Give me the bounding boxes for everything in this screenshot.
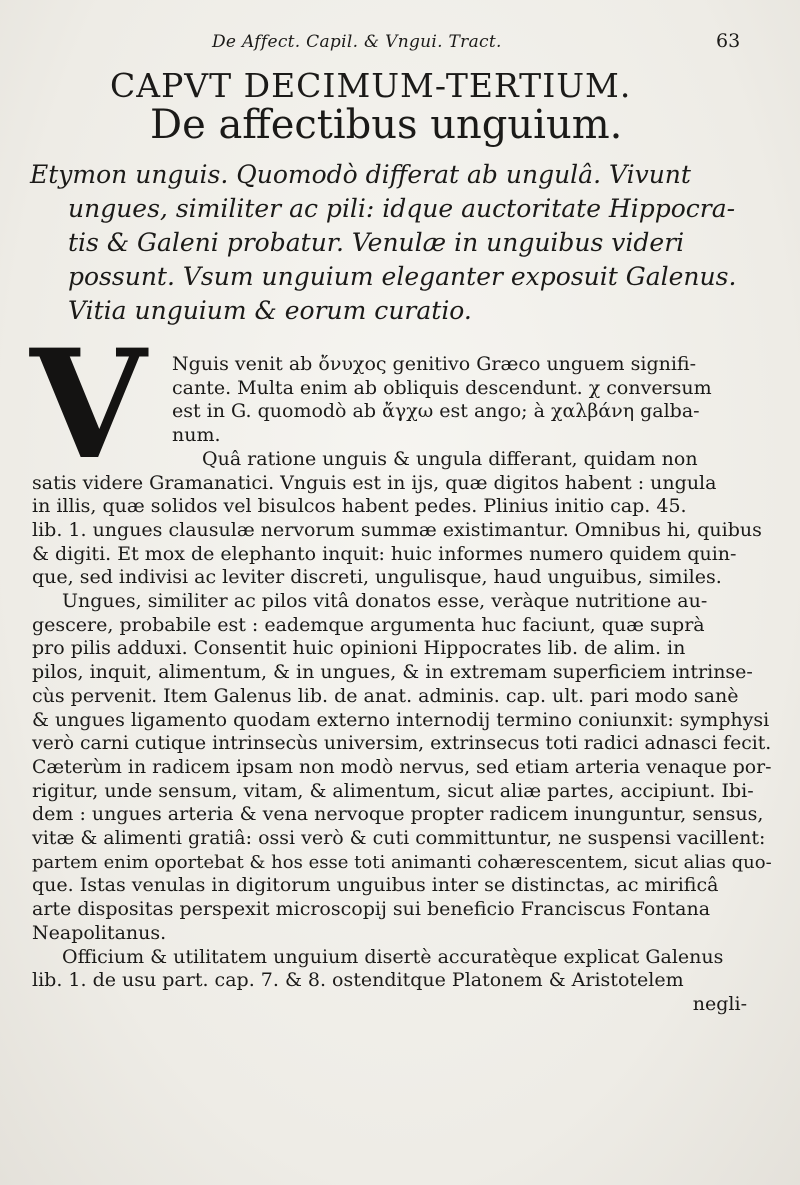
summary-line: tis & Galeni probatur. Venulæ in unguibus videri <box>68 228 685 257</box>
text-line: verò carni cutique intrinsecùs universim, extrinsecus toti radici adnasci fecit. <box>32 733 772 755</box>
text-line: arte dispositas perspexit microscopij sui beneficio Franciscus Fontana <box>32 898 711 921</box>
running-head <box>0 32 800 56</box>
text-line: lib. 1. de usu part. cap. 7. & 8. ostenditque Platonem & Aristotelem <box>32 969 684 992</box>
text-line: pro pilis adduxi. Consentit huic opinioni Hippocrates lib. de alim. in <box>32 637 686 660</box>
text-line: cante. Multa enim ab obliquis descendunt. χ conversum <box>172 376 712 399</box>
text-line: cùs pervenit. Item Galenus lib. de anat. adminis. cap. ult. pari modo sanè <box>32 684 739 707</box>
chapter-title: De affectibus unguium. <box>150 102 623 148</box>
text-line: dem : ungues arteria & vena nervoque propter radicem inunguntur, sensus, <box>32 803 764 826</box>
text-line: Ungues, similiter ac pilos vitâ donatos esse, veràque nutritione au- <box>62 590 708 613</box>
text-line: partem enim oportebat & hos esse toti animanti cohærescentem, sicut alias quo- <box>32 851 772 873</box>
text-line: num. <box>172 424 221 447</box>
summary-line: Vitia unguium & eorum curatio. <box>68 296 472 325</box>
text-line: gescere, probabile est : eademque argumenta huc faciunt, quæ suprà <box>32 613 705 636</box>
text-line: Cæterùm in radicem ipsam non modò nervus, sed etiam arteria venaque por- <box>32 755 772 778</box>
text-line: satis videre Gramanatici. Vnguis est in ijs, quæ digitos habent : ungula <box>32 471 717 494</box>
text-line: est in G. quomodò ab ἄγχω est ango; à χαλβάνη galba- <box>172 400 700 423</box>
text-line: Nguis venit ab ὄνυχος genitivo Græco unguem signifi- <box>172 353 697 375</box>
text-line: in illis, quæ solidos vel bisulcos habent pedes. Plinius initio cap. 45. <box>32 495 687 518</box>
text-line: Neapolitanus. <box>32 921 167 944</box>
summary-line: ungues, similiter ac pili: idque auctoritate Hippocra- <box>68 194 736 223</box>
text-line: vitæ & alimenti gratiâ: ossi verò & cuti committuntur, ne suspensi vacillent: <box>32 827 766 850</box>
summary-line: Etymon unguis. Quomodò differat ab ungulâ. Vivunt <box>30 160 691 189</box>
text-line: lib. 1. ungues clausulæ nervorum summæ existimantur. Omnibus hi, quibus <box>32 518 762 541</box>
running-title: De Affect. Capil. & Vngui. Tract. <box>212 32 502 52</box>
text-line: que, sed indivisi ac leviter discreti, ungulisque, haud unguibus, similes. <box>32 566 722 589</box>
text-line: pilos, inquit, alimentum, & in ungues, & in extremam superficiem intrinse- <box>32 661 753 684</box>
body-text <box>32 353 772 1017</box>
text-line: rigitur, unde sensum, vitam, & alimentum, sicut aliæ partes, accipiunt. Ibi- <box>32 779 754 802</box>
text-line: Quâ ratione unguis & ungula differant, quidam non <box>202 447 698 470</box>
summary-line: possunt. Vsum unguium eleganter exposuit Galenus. <box>68 262 737 291</box>
catchword: negli- <box>692 992 747 1015</box>
chapter-summary <box>30 158 770 328</box>
text-line: Officium & utilitatem unguium disertè accuratèque explicat Galenus <box>62 945 724 968</box>
drop-cap: V <box>30 317 147 493</box>
text-line: & digiti. Et mox de elephanto inquit: huic informes numero quidem quin- <box>32 542 737 565</box>
chapter-heading: CAPVT DECIMUM-TERTIUM. <box>110 66 632 105</box>
text-line: que. Istas venulas in digitorum unguibus inter se distinctas, ac mirificâ <box>32 874 719 897</box>
text-line: & ungues ligamento quodam externo internodij termino coniunxit: symphysi <box>32 708 770 731</box>
page-number: 63 <box>716 30 741 52</box>
